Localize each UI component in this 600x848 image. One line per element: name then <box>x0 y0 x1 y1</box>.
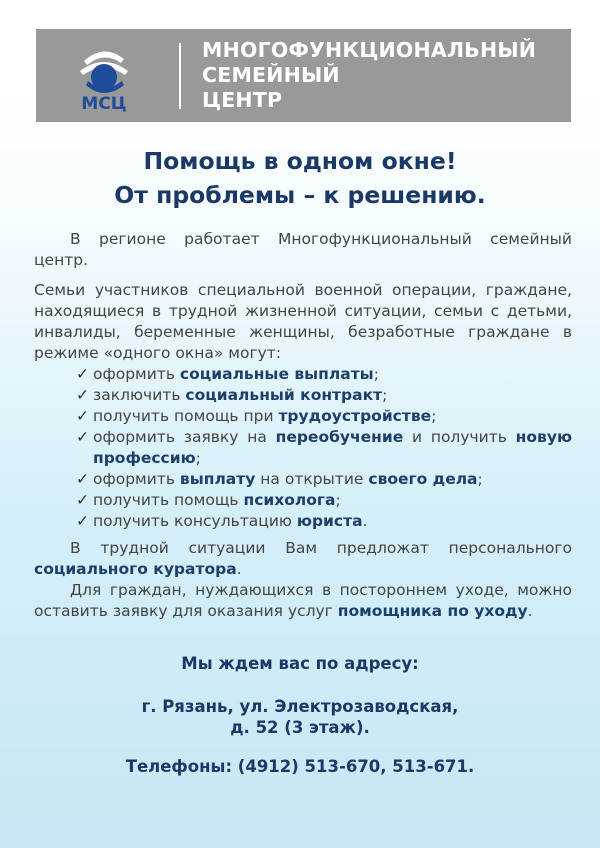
address-line-2: д. 52 (3 этаж). <box>230 718 370 737</box>
service-text: получить помощь при <box>93 407 279 425</box>
service-item <box>76 364 572 385</box>
eligibility-paragraph: Семьи участников специальной военной операции, граждане, находящиеся в трудной жизненной ситуации, семьи с детьми, инвалиды, беременные женщины, безработные граждане в режиме «одного окна» могут: <box>34 281 572 362</box>
service-item <box>76 469 572 490</box>
service-item <box>76 406 572 427</box>
organization-name <box>202 38 536 113</box>
org-name-line-2: СЕМЕЙНЫЙ <box>202 63 340 87</box>
service-highlight: переобучение <box>275 428 404 446</box>
check-icon: ✓ <box>76 512 89 530</box>
contact-block <box>0 653 600 777</box>
curator-punct: . <box>236 560 242 578</box>
msc-logo-icon <box>66 41 142 113</box>
page-title <box>0 144 600 212</box>
service-item <box>76 511 572 532</box>
service-highlight: выплату <box>179 470 256 488</box>
curator-text: В трудной ситуации Вам предложат персонального <box>70 539 572 557</box>
service-text: получить помощь <box>93 491 244 509</box>
service-punct: ; <box>195 449 201 467</box>
title-line-2: От проблемы – к решению. <box>114 181 486 209</box>
org-name-line-1: МНОГОФУНКЦИОНАЛЬНЫЙ <box>202 38 537 62</box>
service-punct: ; <box>373 365 379 383</box>
service-punct: . <box>362 512 368 530</box>
service-highlight: социальные выплаты <box>179 365 374 383</box>
service-highlight-2: новую профессию <box>93 428 573 467</box>
service-punct: ; <box>477 470 483 488</box>
check-icon: ✓ <box>76 386 89 404</box>
service-text: оформить заявку на <box>93 428 276 446</box>
service-item <box>76 385 572 406</box>
service-punct: ; <box>335 491 341 509</box>
check-icon: ✓ <box>76 428 89 446</box>
service-item <box>76 490 572 511</box>
service-punct: ; <box>431 407 437 425</box>
service-text: получить консультацию <box>93 512 297 530</box>
service-text: оформить <box>93 365 180 383</box>
assistant-paragraph <box>34 580 572 622</box>
check-icon: ✓ <box>76 470 89 488</box>
assistant-text: Для граждан, нуждающихся в постороннем уходе, можно оставить заявку для оказания услуг <box>34 581 572 620</box>
service-text-mid: на открытие <box>255 470 369 488</box>
check-icon: ✓ <box>76 491 89 509</box>
service-item <box>76 427 572 469</box>
curator-paragraph <box>34 538 572 580</box>
services-list <box>34 364 572 532</box>
logo-text: МСЦ <box>81 94 127 113</box>
service-highlight: юриста <box>296 512 363 530</box>
address-line-1: г. Рязань, ул. Электрозаводская, <box>141 697 459 716</box>
phone-numbers: Телефоны: (4912) 513-670, 513-671. <box>125 757 475 776</box>
service-highlight: трудоустройстве <box>278 407 432 425</box>
assistant-punct: . <box>527 602 533 620</box>
logo-divider <box>179 43 181 109</box>
service-text: оформить <box>93 470 180 488</box>
header-banner <box>36 29 571 122</box>
service-highlight: социальный контракт <box>185 386 383 404</box>
service-highlight: психолога <box>243 491 336 509</box>
service-punct: ; <box>382 386 388 404</box>
service-text-mid: и получить <box>403 428 516 446</box>
check-icon: ✓ <box>76 365 89 383</box>
main-text <box>34 229 572 622</box>
intro-paragraph: В регионе работает Многофункциональный семейный центр. <box>34 230 572 269</box>
service-highlight-2: своего дела <box>368 470 478 488</box>
check-icon: ✓ <box>76 407 89 425</box>
assistant-highlight: помощника по уходу <box>337 602 528 620</box>
contact-heading: Мы ждем вас по адресу: <box>181 654 419 673</box>
curator-highlight: социального куратора <box>34 560 237 578</box>
title-line-1: Помощь в одном окне! <box>143 147 457 175</box>
org-name-line-3: ЦЕНТР <box>202 88 283 112</box>
service-text: заключить <box>93 386 186 404</box>
